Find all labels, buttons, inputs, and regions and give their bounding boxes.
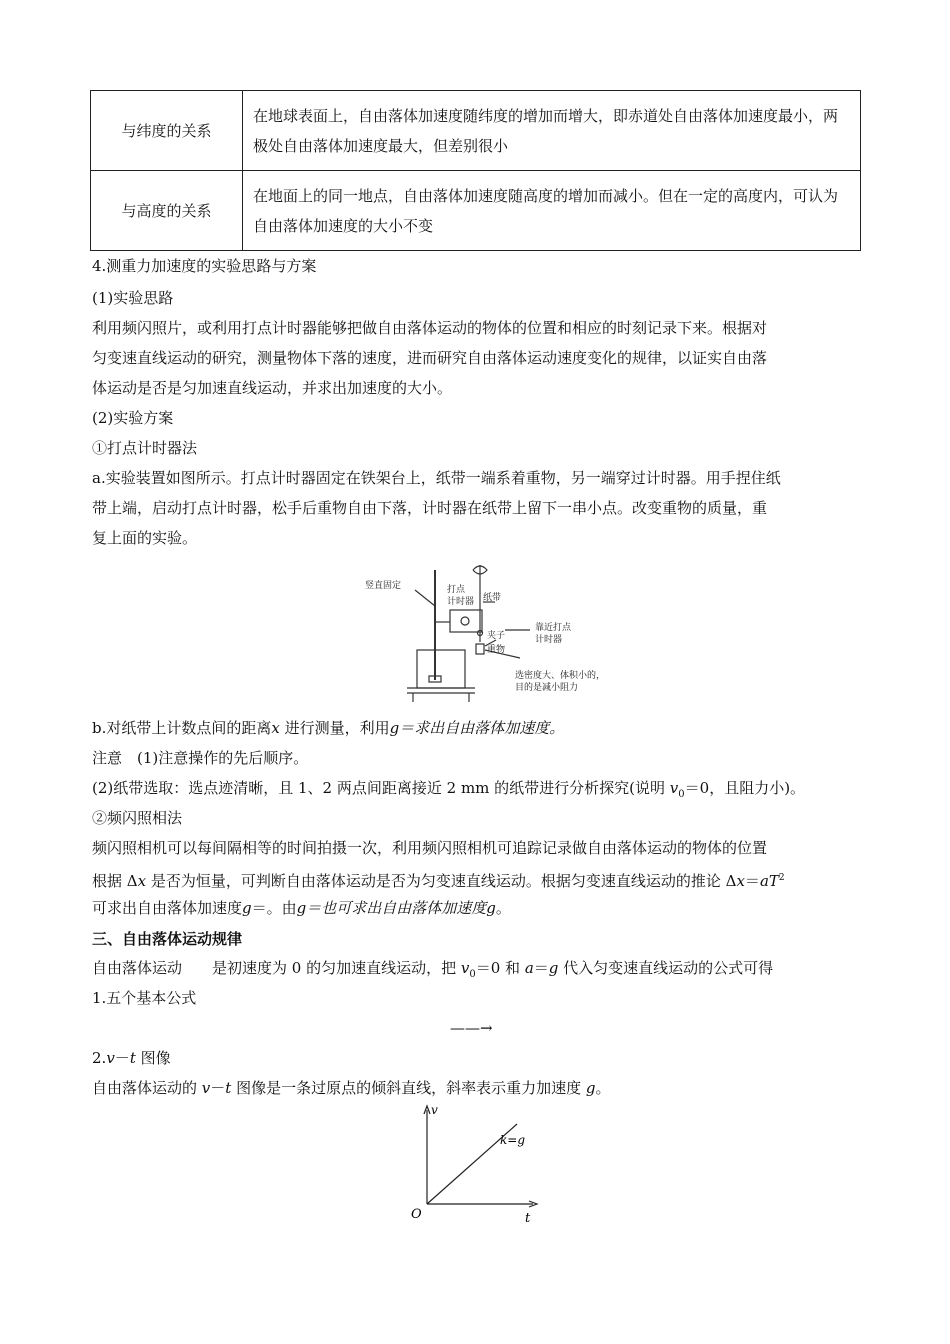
origin-label: O — [411, 1207, 422, 1222]
arrow: ——→ — [450, 1019, 493, 1037]
relation-table — [90, 90, 861, 251]
paragraph-line: 自由落体运动的 v－t 图像是一条过原点的倾斜直线，斜率表示重力加速度 g。 — [92, 1079, 611, 1097]
table-key: 与纬度的关系 — [91, 91, 243, 171]
timer-icon — [450, 610, 482, 632]
paragraph-line: 体运动是否是匀加速直线运动，并求出加速度的大小。 — [92, 379, 453, 397]
table-key: 与高度的关系 — [91, 171, 243, 251]
paragraph-line: 频闪照相机可以每间隔相等的时间拍摄一次，利用频闪照相机可追踪记录做自由落体运动的物体的位置 — [92, 839, 768, 857]
subheading: (1)实验思路 — [92, 289, 174, 307]
y-label: v — [431, 1103, 438, 1117]
weight-icon — [476, 644, 484, 654]
subheading: (2)实验方案 — [92, 409, 174, 427]
label-weight: 重物 — [487, 645, 506, 655]
paragraph-line: 利用频闪照片，或利用打点计时器能够把做自由落体运动的物体的位置和相应的时刻记录下来。根据对 — [92, 319, 768, 337]
label-near: 计时器 — [535, 635, 563, 645]
subheading: 1.五个基本公式 — [92, 989, 197, 1007]
label-tape: 纸带 — [483, 593, 502, 603]
slope-annotation: k=g — [500, 1133, 526, 1147]
paragraph-line: 自由落体运动 是初速度为 0 的匀加速直线运动，把 $v_0=0$ 和 a＝g 代入匀变速直线运动的公式可得 — [92, 959, 774, 980]
table-row — [91, 171, 861, 251]
label-clip: 夹子 — [487, 631, 506, 641]
table-value: 在地面上的同一地点，自由落体加速度随高度的增加而减小。但在一定的高度内，可认为自由落体加速度的大小不变 — [243, 171, 861, 251]
table-value: 在地球表面上，自由落体加速度随纬度的增加而增大，即赤道处自由落体加速度最小，两极处自由落体加速度最大，但差别很小 — [243, 91, 861, 171]
label-fix: 竖直固定 — [365, 581, 402, 591]
method-heading: ②频闪照相法 — [92, 809, 183, 827]
vt-chart — [405, 1100, 545, 1230]
paragraph-line: 根据 Δx 是否为恒量，可判断自由落体运动是否为匀变速直线运动。根据匀变速直线运动的推论 $\Delta x=aT^2$ — [92, 872, 785, 890]
paragraph-line: 匀变速直线运动的研究，测量物体下落的速度，进而研究自由落体运动速度变化的规律，以证实自由落 — [92, 349, 768, 367]
paragraph-line: 复上面的实验。 — [92, 529, 198, 547]
note-line: (2)纸带选取：选点迹清晰，且 1、2 两点间距离接近 2 mm 的纸带进行分析探究(说明 $v_0=0$，且阻力小)。 — [92, 779, 806, 800]
method-heading: ①打点计时器法 — [92, 439, 198, 457]
x-label: t — [525, 1211, 531, 1226]
table-row — [91, 91, 861, 171]
label-note: 选密度大、体积小的， — [515, 671, 605, 681]
label-timer: 打点 — [447, 585, 466, 595]
paragraph-line: 可求出自由落体加速度g＝。由g＝也可求出自由落体加速度g。 — [92, 899, 511, 917]
subheading: 2.v－t 图像 — [92, 1049, 171, 1067]
paragraph-line: b.对纸带上计数点间的距离x 进行测量，利用g＝求出自由落体加速度。 — [92, 719, 565, 737]
paragraph-line: a.实验装置如图所示。打点计时器固定在铁架台上，纸带一端系着重物，另一端穿过计时器。用手捏住纸 — [92, 469, 781, 487]
label-near: 靠近打点 — [535, 623, 572, 633]
note-line: 注意 (1)注意操作的先后顺序。 — [92, 749, 309, 767]
label-note: 目的是减小阻力 — [515, 683, 579, 693]
section-heading: 三、自由落体运动规律 — [92, 930, 243, 948]
apparatus-figure — [355, 560, 605, 705]
section-title: 4.测重力加速度的实验思路与方案 — [92, 257, 317, 275]
paragraph-line: 带上端，启动打点计时器，松手后重物自由下落，计时器在纸带上留下一串小点。改变重物的质量，重 — [92, 499, 768, 517]
label-timer: 计时器 — [447, 597, 475, 607]
